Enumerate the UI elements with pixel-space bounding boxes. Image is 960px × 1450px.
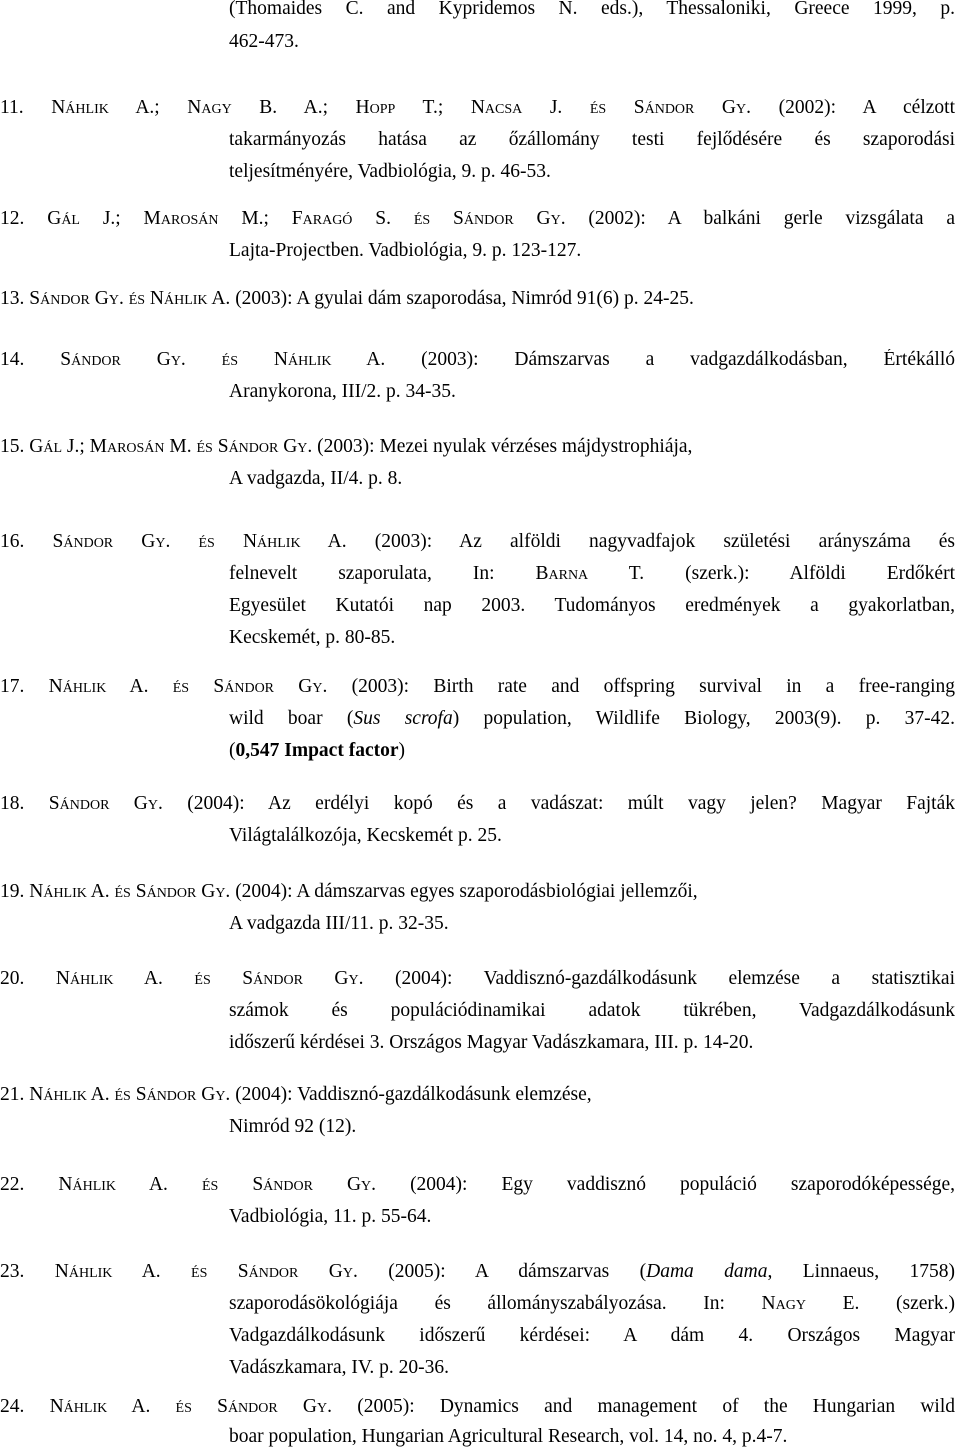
reference-line: [0, 793, 955, 817]
reference-line: [229, 1116, 955, 1138]
reference-text: takarmányozás hatása az őzállomány testi fejlődésére és szaporodási: [229, 129, 955, 150]
author-name: Náhlik A. és: [29, 881, 136, 902]
reference-text: (: [229, 740, 236, 761]
reference-line: [229, 381, 955, 403]
reference-text: (2005): Dynamics and management of the Hungarian wild: [332, 1396, 955, 1417]
reference-text: 15.: [0, 436, 30, 457]
reference-line: [229, 468, 955, 490]
reference-text: 14.: [0, 349, 61, 370]
reference-text: 21.: [0, 1084, 30, 1105]
reference-text: A vadgazda III/11. p. 32-35.: [229, 913, 449, 934]
reference-line: [229, 627, 955, 649]
reference-line: [229, 1325, 955, 1349]
reference-line: [229, 129, 955, 153]
reference-text: (2003): Az alföldi nagyvadfajok születési arányszáma és: [346, 531, 955, 552]
author-name: Sándor Gy.: [242, 968, 364, 989]
reference-text: 17.: [0, 676, 49, 697]
reference-text: Kecskemét, p. 80-85.: [229, 627, 396, 648]
author-name: Sándor Gy.: [135, 1084, 231, 1105]
reference-text: (2003): Birth rate and offspring survival in a free-ranging: [327, 676, 955, 697]
author-name: és Náhlik A.: [123, 288, 231, 309]
author-name: Sándor Gy.: [237, 1261, 358, 1282]
reference-text: 18.: [0, 793, 49, 814]
reference-text: Vadgazdálkodásunk időszerű kérdései: A dám 4. Országos Magyar: [229, 1325, 955, 1346]
reference-line: [0, 436, 955, 458]
reference-text: Nimród 92 (12).: [229, 1116, 357, 1137]
author-name: Sándor Gy.: [48, 793, 163, 814]
reference-line: [229, 563, 955, 587]
reference-text: (szerk.): [859, 1293, 955, 1314]
reference-line: [0, 349, 955, 373]
reference-line: [229, 1032, 955, 1054]
author-name: Sándor Gy.: [213, 676, 328, 697]
author-name: Nagy E.: [761, 1293, 860, 1314]
reference-text: boar population, Hungarian Agricultural Research, vol. 14, no. 4, p.4-7.: [229, 1426, 788, 1447]
reference-text: ) population, Wildlife Biology, 2003(9). p. 37-42.: [452, 708, 955, 729]
reference-text: (2004): Az erdélyi kopó és a vadászat: múlt vagy jelen? Magyar Fajták: [162, 793, 955, 814]
reference-text: (2004): Egy vaddisznó populáció szaporodóképessége,: [376, 1174, 955, 1195]
reference-text: számok és populációdinamikai adatok tükrében, Vadgazdálkodásunk: [229, 1000, 955, 1021]
reference-text: Lajta-Projectben. Vadbiológia, 9. p. 123-127.: [229, 240, 582, 261]
reference-text: (2004): A dámszarvas egyes szaporodásbiológiai jellemzői,: [230, 881, 698, 902]
bold-text: 0,547 Impact factor: [235, 740, 399, 761]
reference-line: [0, 531, 955, 555]
reference-line: [229, 240, 955, 262]
reference-line: [229, 1357, 955, 1379]
author-name: Náhlik A. és: [48, 676, 214, 697]
reference-text: Egyesület Kutatói nap 2003. Tudományos eredmények a gyakorlatban,: [229, 595, 955, 616]
reference-text: 11.: [0, 97, 52, 118]
reference-text: 13.: [0, 288, 30, 309]
reference-text: (2002): A balkáni gerle vizsgálata a: [565, 208, 955, 229]
reference-text: (Thomaides C. and Kypridemos N. eds.), Thessaloniki, Greece 1999, p.: [229, 0, 955, 19]
author-name: Náhlik A.; Nagy B. A.; Hopp T.; Nacsa J. és: [51, 97, 634, 118]
reference-line: [229, 1293, 955, 1317]
reference-text: (szerk.): Alföldi Erdőkért: [644, 563, 955, 584]
reference-text: Világtalálkozója, Kecskemét p. 25.: [229, 825, 502, 846]
reference-text: 16.: [0, 531, 53, 552]
reference-text: (2002): A célzott: [751, 97, 955, 118]
reference-text: időszerű kérdései 3. Országos Magyar Vadászkamara, III. p. 14-20.: [229, 1032, 754, 1053]
author-name: Barna T.: [535, 563, 645, 584]
italic-text: Dama dama: [646, 1261, 768, 1282]
reference-line: [229, 0, 955, 22]
reference-text: (2003): Dámszarvas a vadgazdálkodásban, Értékálló: [385, 349, 955, 370]
reference-line: [229, 740, 955, 762]
author-name: Sándor Gy.: [135, 881, 231, 902]
reference-text: , Linnaeus, 1758): [767, 1261, 955, 1282]
reference-line: [0, 208, 955, 232]
reference-line: [0, 1261, 955, 1285]
reference-text: 22.: [0, 1174, 59, 1195]
reference-text: 12.: [0, 208, 48, 229]
author-name: és Náhlik A.: [185, 349, 386, 370]
reference-line: [229, 825, 955, 847]
author-name: Náhlik A. és: [54, 1261, 238, 1282]
reference-line: [229, 595, 955, 619]
reference-text: (2003): A gyulai dám szaporodása, Nimród 91(6) p. 24-25.: [230, 288, 694, 309]
reference-line: [229, 708, 955, 732]
reference-text: 24.: [0, 1396, 50, 1417]
reference-text: A vadgazda, II/4. p. 8.: [229, 468, 403, 489]
reference-text: 462-473.: [229, 31, 299, 52]
author-name: Gál J.; Marosán M. és: [29, 436, 218, 457]
author-name: Náhlik A. és: [58, 1174, 253, 1195]
author-name: Sándor Gy.: [453, 208, 566, 229]
italic-text: Sus scrofa: [353, 708, 453, 729]
reference-line: [0, 1396, 955, 1420]
author-name: Sándor Gy.: [633, 97, 752, 118]
reference-line: [0, 881, 955, 903]
author-name: Gál J.; Marosán M.; Faragó S. és: [47, 208, 454, 229]
reference-text: szaporodásökológiája és állományszabályozása. In:: [229, 1293, 762, 1314]
reference-line: [0, 288, 955, 310]
reference-line: [229, 1426, 955, 1448]
reference-text: teljesítményére, Vadbiológia, 9. p. 46-53.: [229, 161, 551, 182]
author-name: Sándor Gy.: [29, 288, 124, 309]
reference-text: Vadászkamara, IV. p. 20-36.: [229, 1357, 450, 1378]
author-name: Sándor Gy.: [217, 1396, 332, 1417]
reference-text: (2003): Mezei nyulak vérzéses májdystrophiája,: [312, 436, 693, 457]
author-name: Sándor Gy.: [217, 436, 313, 457]
reference-text: (2004): Vaddisznó-gazdálkodásunk elemzése,: [230, 1084, 592, 1105]
reference-text: ): [398, 740, 405, 761]
reference-text: (2005): A dámszarvas (: [357, 1261, 647, 1282]
author-name: Náhlik A. és: [49, 1396, 218, 1417]
reference-line: [0, 97, 955, 121]
reference-text: 23.: [0, 1261, 55, 1282]
reference-line: [229, 1206, 955, 1228]
author-name: Sándor Gy.: [252, 1174, 377, 1195]
author-name: Sándor Gy.: [60, 349, 186, 370]
reference-text: 19.: [0, 881, 30, 902]
reference-text: felnevelt szaporulata, In:: [229, 563, 536, 584]
author-name: Náhlik A. és: [55, 968, 243, 989]
author-name: Náhlik A. és: [29, 1084, 136, 1105]
reference-line: [229, 1000, 955, 1024]
author-name: és Náhlik A.: [170, 531, 347, 552]
reference-text: 20.: [0, 968, 56, 989]
reference-line: [0, 1174, 955, 1198]
reference-line: [229, 913, 955, 935]
reference-line: [229, 31, 955, 53]
author-name: Sándor Gy.: [52, 531, 171, 552]
reference-line: [0, 968, 955, 992]
reference-line: [0, 1084, 955, 1106]
reference-text: wild boar (: [229, 708, 354, 729]
reference-line: [229, 161, 955, 183]
reference-text: (2004): Vaddisznó-gazdálkodásunk elemzése a statisztikai: [363, 968, 955, 989]
reference-line: [0, 676, 955, 700]
reference-text: Aranykorona, III/2. p. 34-35.: [229, 381, 456, 402]
reference-text: Vadbiológia, 11. p. 55-64.: [229, 1206, 432, 1227]
